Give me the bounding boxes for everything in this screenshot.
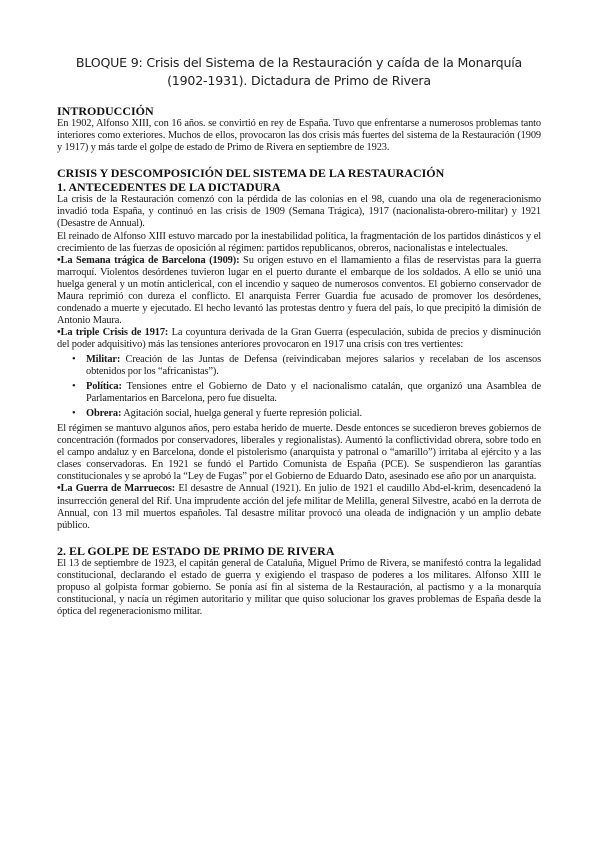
crisis-paragraph-3: El régimen se mantuvo algunos años, pero estaba herido de muerte. Desde entonces se sucedieron breves gobiernos de concentración (formados por conservadores, liberales y regionalistas). Aumentó la conflictividad obrera, sobre todo en el campo andaluz y en Barcelona, donde el pistolerismo (anarquista y patronal o “amarillo”) irritaba al ejército y a las clases conservadoras. En 1921 se fundó el Partido Comunista de España (PCE). Se suspendieron las garantías constitucionales y se aprobó la “Ley de Fugas” por el Gobierno de Eduardo Dato, asesinado ese año por un anarquista. [57, 422, 541, 483]
vertiente-label: Obrera: [86, 407, 122, 419]
bullet-icon: • [72, 407, 76, 419]
bullet-icon: • [72, 353, 76, 365]
marruecos-paragraph [57, 483, 541, 531]
crisis-paragraph-2: El reinado de Alfonso XIII estuvo marcado por la inestabilidad política, la fragmentación de los partidos dinásticos y el crecimiento de las fuerzas de oposición al régimen: partidos republicanos, obreros, nacionalistas e intelectuales. [57, 230, 541, 254]
golpe-paragraph: El 13 de septiembre de 1923, el capitán general de Cataluña, Miguel Primo de Rivera, se manifestó contra la legalidad constitucional, declarando el estado de guerra y exigiendo el traspaso de poderes a los militares. Alfonso XIII le propuso al golpista formar gobierno. Se ponía así fin al sistema de la Restauración, al pactismo y a la monarquía constitucional, y nacía un régimen autoritario y militar que quiso solucionar los graves problemas de España desde la óptica del regeneracionismo militar. [57, 557, 541, 618]
list-item [72, 407, 541, 420]
triple-crisis-label: •La triple Crisis de 1917: [57, 327, 169, 339]
crisis-section [57, 166, 541, 532]
intro-heading: INTRODUCCIÓN [57, 104, 154, 118]
title-line-1: BLOQUE 9: Crisis del Sistema de la Restauración y caída de la Monarquía [75, 55, 523, 70]
golpe-heading: 2. EL GOLPE DE ESTADO DE PRIMO DE RIVERA [57, 543, 335, 558]
antecedentes-heading: 1. ANTECEDENTES DE LA DICTADURA [57, 180, 281, 195]
triple-crisis-paragraph [57, 327, 541, 351]
semana-tragica-text: Su origen estuvo en el llamamiento a filas de reservistas para la guerra marroquí. Violentos desórdenes tuvieron lugar en el puerto durante el embarque de los soldados. A ello se unió una huelga general y un motín anticlerical, con el incendio y saqueo de numerosos conventos. El gobierno conservador de Maura reprimió con dureza el conflicto. El anarquista Ferrer Guardia fue acusado de promover los desórdenes, condenado a muerte y ejecutado. El hecho levantó las protestas dentro y fuera del país, lo que precipitó la dimisión de Antonio Maura. [57, 254, 541, 327]
intro-paragraph: En 1902, Alfonso XIII, con 16 años. se convirtió en rey de España. Tuvo que enfrentarse a numerosos problemas tanto interiores como exteriores. Muchos de ellos, provocaron las dos crisis más fuertes del sistema de la Restauración (1909 y 1917) y más tarde el golpe de estado de Primo de Rivera en septiembre de 1923. [57, 118, 541, 154]
semana-tragica-label: •La Semana trágica de Barcelona (1909): [57, 254, 240, 266]
document-page [57, 54, 541, 618]
document-title [57, 54, 541, 90]
golpe-section [57, 544, 541, 618]
marruecos-text: El desastre de Annual (1921). En julio de 1921 el caudillo Abd-el-krim, desencadenó la insurrección general del Rif. Una imprudente acción del jefe militar de Melilla, general Silvestre, acabó en la derrota de Annual, con 13 mil muertos españoles. Tal desastre militar provocó una oleada de indignación y un amplio debate público. [57, 483, 541, 531]
bullet-icon: • [72, 380, 76, 392]
vertiente-label: Militar: [86, 353, 121, 365]
list-item [72, 380, 541, 405]
vertiente-text: Creación de las Juntas de Defensa (reivindicaban mejores salarios y recelaban de los ascensos obtenidos por los “africanistas”). [86, 353, 541, 377]
marruecos-label: •La Guerra de Marruecos: [57, 483, 176, 495]
semana-tragica-paragraph [57, 255, 541, 328]
title-line-2: (1902-1931). Dictadura de Primo de Rivera [167, 73, 431, 88]
intro-section [57, 104, 541, 154]
vertiente-label: Política: [86, 380, 122, 392]
crisis-paragraph-1: La crisis de la Restauración comenzó con la pérdida de las colonias en el 98, cuando una ola de regeneracionismo invadió toda España, y continuó en las crisis de 1909 (Semana Trágica), 1917 (nacionalista-obrero-militar) y 1921 (Desastre de Annual). [57, 194, 541, 230]
vertiente-text: Agitación social, huelga general y fuerte represión policial. [121, 407, 363, 419]
list-item [72, 353, 541, 378]
crisis-heading: CRISIS Y DESCOMPOSICIÓN DEL SISTEMA DE LA RESTAURACIÓN [57, 166, 445, 181]
vertiente-text: Tensiones entre el Gobierno de Dato y el nacionalismo catalán, que organizó una Asamblea de Parlamentarios en Barcelona, pero fue disuelta. [86, 380, 541, 404]
triple-crisis-text: La coyuntura derivada de la Gran Guerra (especulación, subida de precios y disminución del poder adquisitivo) más las tensiones anteriores provocaron en 1917 una crisis con tres vertientes: [57, 327, 541, 351]
vertientes-list [57, 354, 541, 420]
